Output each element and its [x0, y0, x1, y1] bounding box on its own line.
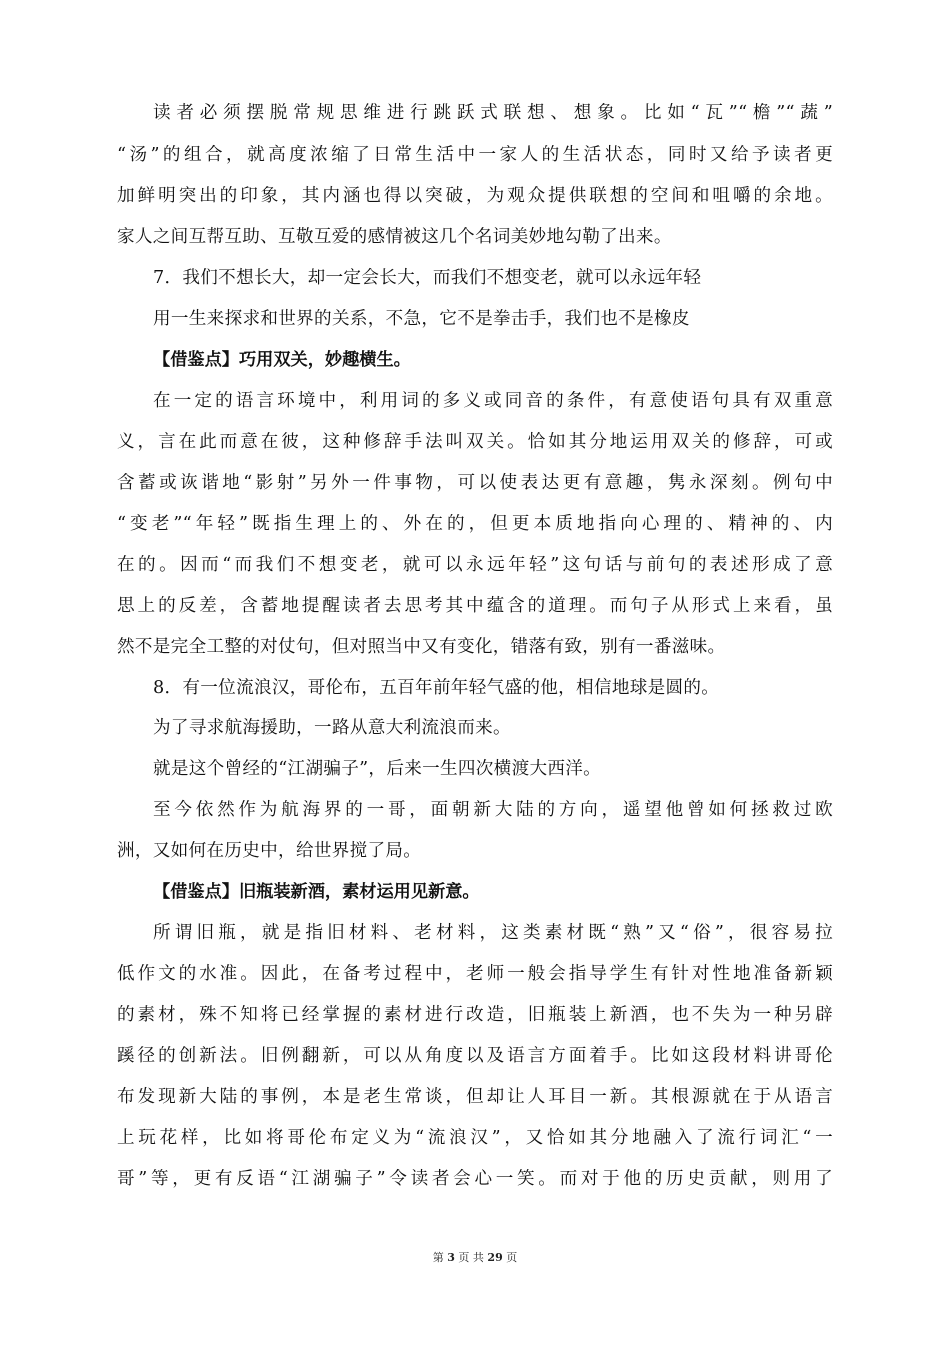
text-line: 7．我们不想长大，却一定会长大，而我们不想变老，就可以永远年轻	[153, 268, 702, 288]
text-line: 洲，又如何在历史中，给世界搅了局。	[117, 841, 422, 861]
text-line: 加鲜明突出的印象，其内涵也得以突破，为观众提供联想的空间和咀嚼的余地。	[117, 186, 833, 206]
text-line: 就是这个曾经的“江湖骗子”，后来一生四次横渡大西洋。	[153, 759, 602, 779]
text-line: 在一定的语言环境中，利用词的多义或同音的条件，有意使语句具有双重意	[153, 391, 833, 411]
section-heading: 【借鉴点】巧用双关，妙趣横生。	[153, 350, 411, 370]
section-heading: 【借鉴点】旧瓶装新酒，素材运用见新意。	[153, 882, 480, 902]
text-line: 至今依然作为航海界的一哥，面朝新大陆的方向，遥望他曾如何拯救过欧	[153, 800, 833, 820]
text-line: 上玩花样，比如将哥伦布定义为“流浪汉”，又恰如其分地融入了流行词汇“一	[117, 1128, 833, 1148]
text-line: 读者必须摆脱常规思维进行跳跃式联想、想象。比如“瓦”“檐”“蔬”	[153, 103, 833, 123]
page-footer	[0, 1251, 950, 1265]
text-line: “汤”的组合，就高度浓缩了日常生活中一家人的生活状态，同时又给予读者更	[117, 145, 833, 165]
text-line: 然不是完全工整的对仗句，但对照当中又有变化，错落有致，别有一番滋味。	[117, 637, 726, 657]
footer-suffix: 页	[506, 1251, 518, 1264]
text-line: 8．有一位流浪汉，哥伦布，五百年前年轻气盛的他，相信地球是圆的。	[153, 678, 720, 698]
text-line: 家人之间互帮互助、互敬互爱的感情被这几个名词美妙地勾勒了出来。	[117, 227, 672, 247]
footer-middle: 页 共	[458, 1251, 484, 1264]
text-line: “变老”“年轻”既指生理上的、外在的，但更本质地指向心理的、精神的、内	[117, 514, 833, 534]
text-line: 思上的反差，含蓄地提醒读者去思考其中蕴含的道理。而句子从形式上来看，虽	[117, 596, 833, 616]
text-line: 用一生来探求和世界的关系，不急，它不是拳击手，我们也不是橡皮	[153, 309, 690, 329]
footer-prefix: 第	[432, 1251, 444, 1264]
text-line: 布发现新大陆的事例，本是老生常谈，但却让人耳目一新。其根源就在于从语言	[117, 1087, 833, 1107]
current-page-number: 3	[447, 1251, 455, 1264]
text-line: 在的。因而“而我们不想变老，就可以永远年轻”这句话与前句的表述形成了意	[117, 555, 833, 575]
text-line: 为了寻求航海援助，一路从意大利流浪而来。	[153, 718, 511, 738]
total-page-count: 29	[487, 1251, 503, 1264]
text-line: 低作文的水准。因此，在备考过程中，老师一般会指导学生有针对性地准备新颖	[117, 964, 833, 984]
text-line: 哥”等，更有反语“江湖骗子”令读者会心一笑。而对于他的历史贡献，则用了	[117, 1169, 833, 1189]
text-line: 蹊径的创新法。旧例翻新，可以从角度以及语言方面着手。比如这段材料讲哥伦	[117, 1046, 833, 1066]
text-line: 的素材，殊不知将已经掌握的素材进行改造，旧瓶装上新酒，也不失为一种另辟	[117, 1005, 833, 1025]
text-line: 所谓旧瓶，就是指旧材料、老材料，这类素材既“熟”又“俗”，很容易拉	[153, 923, 833, 943]
text-line: 含蓄或诙谐地“影射”另外一件事物，可以使表达更有意趣，隽永深刻。例句中	[117, 473, 833, 493]
text-line: 义，言在此而意在彼，这种修辞手法叫双关。恰如其分地运用双关的修辞，可或	[117, 432, 833, 452]
